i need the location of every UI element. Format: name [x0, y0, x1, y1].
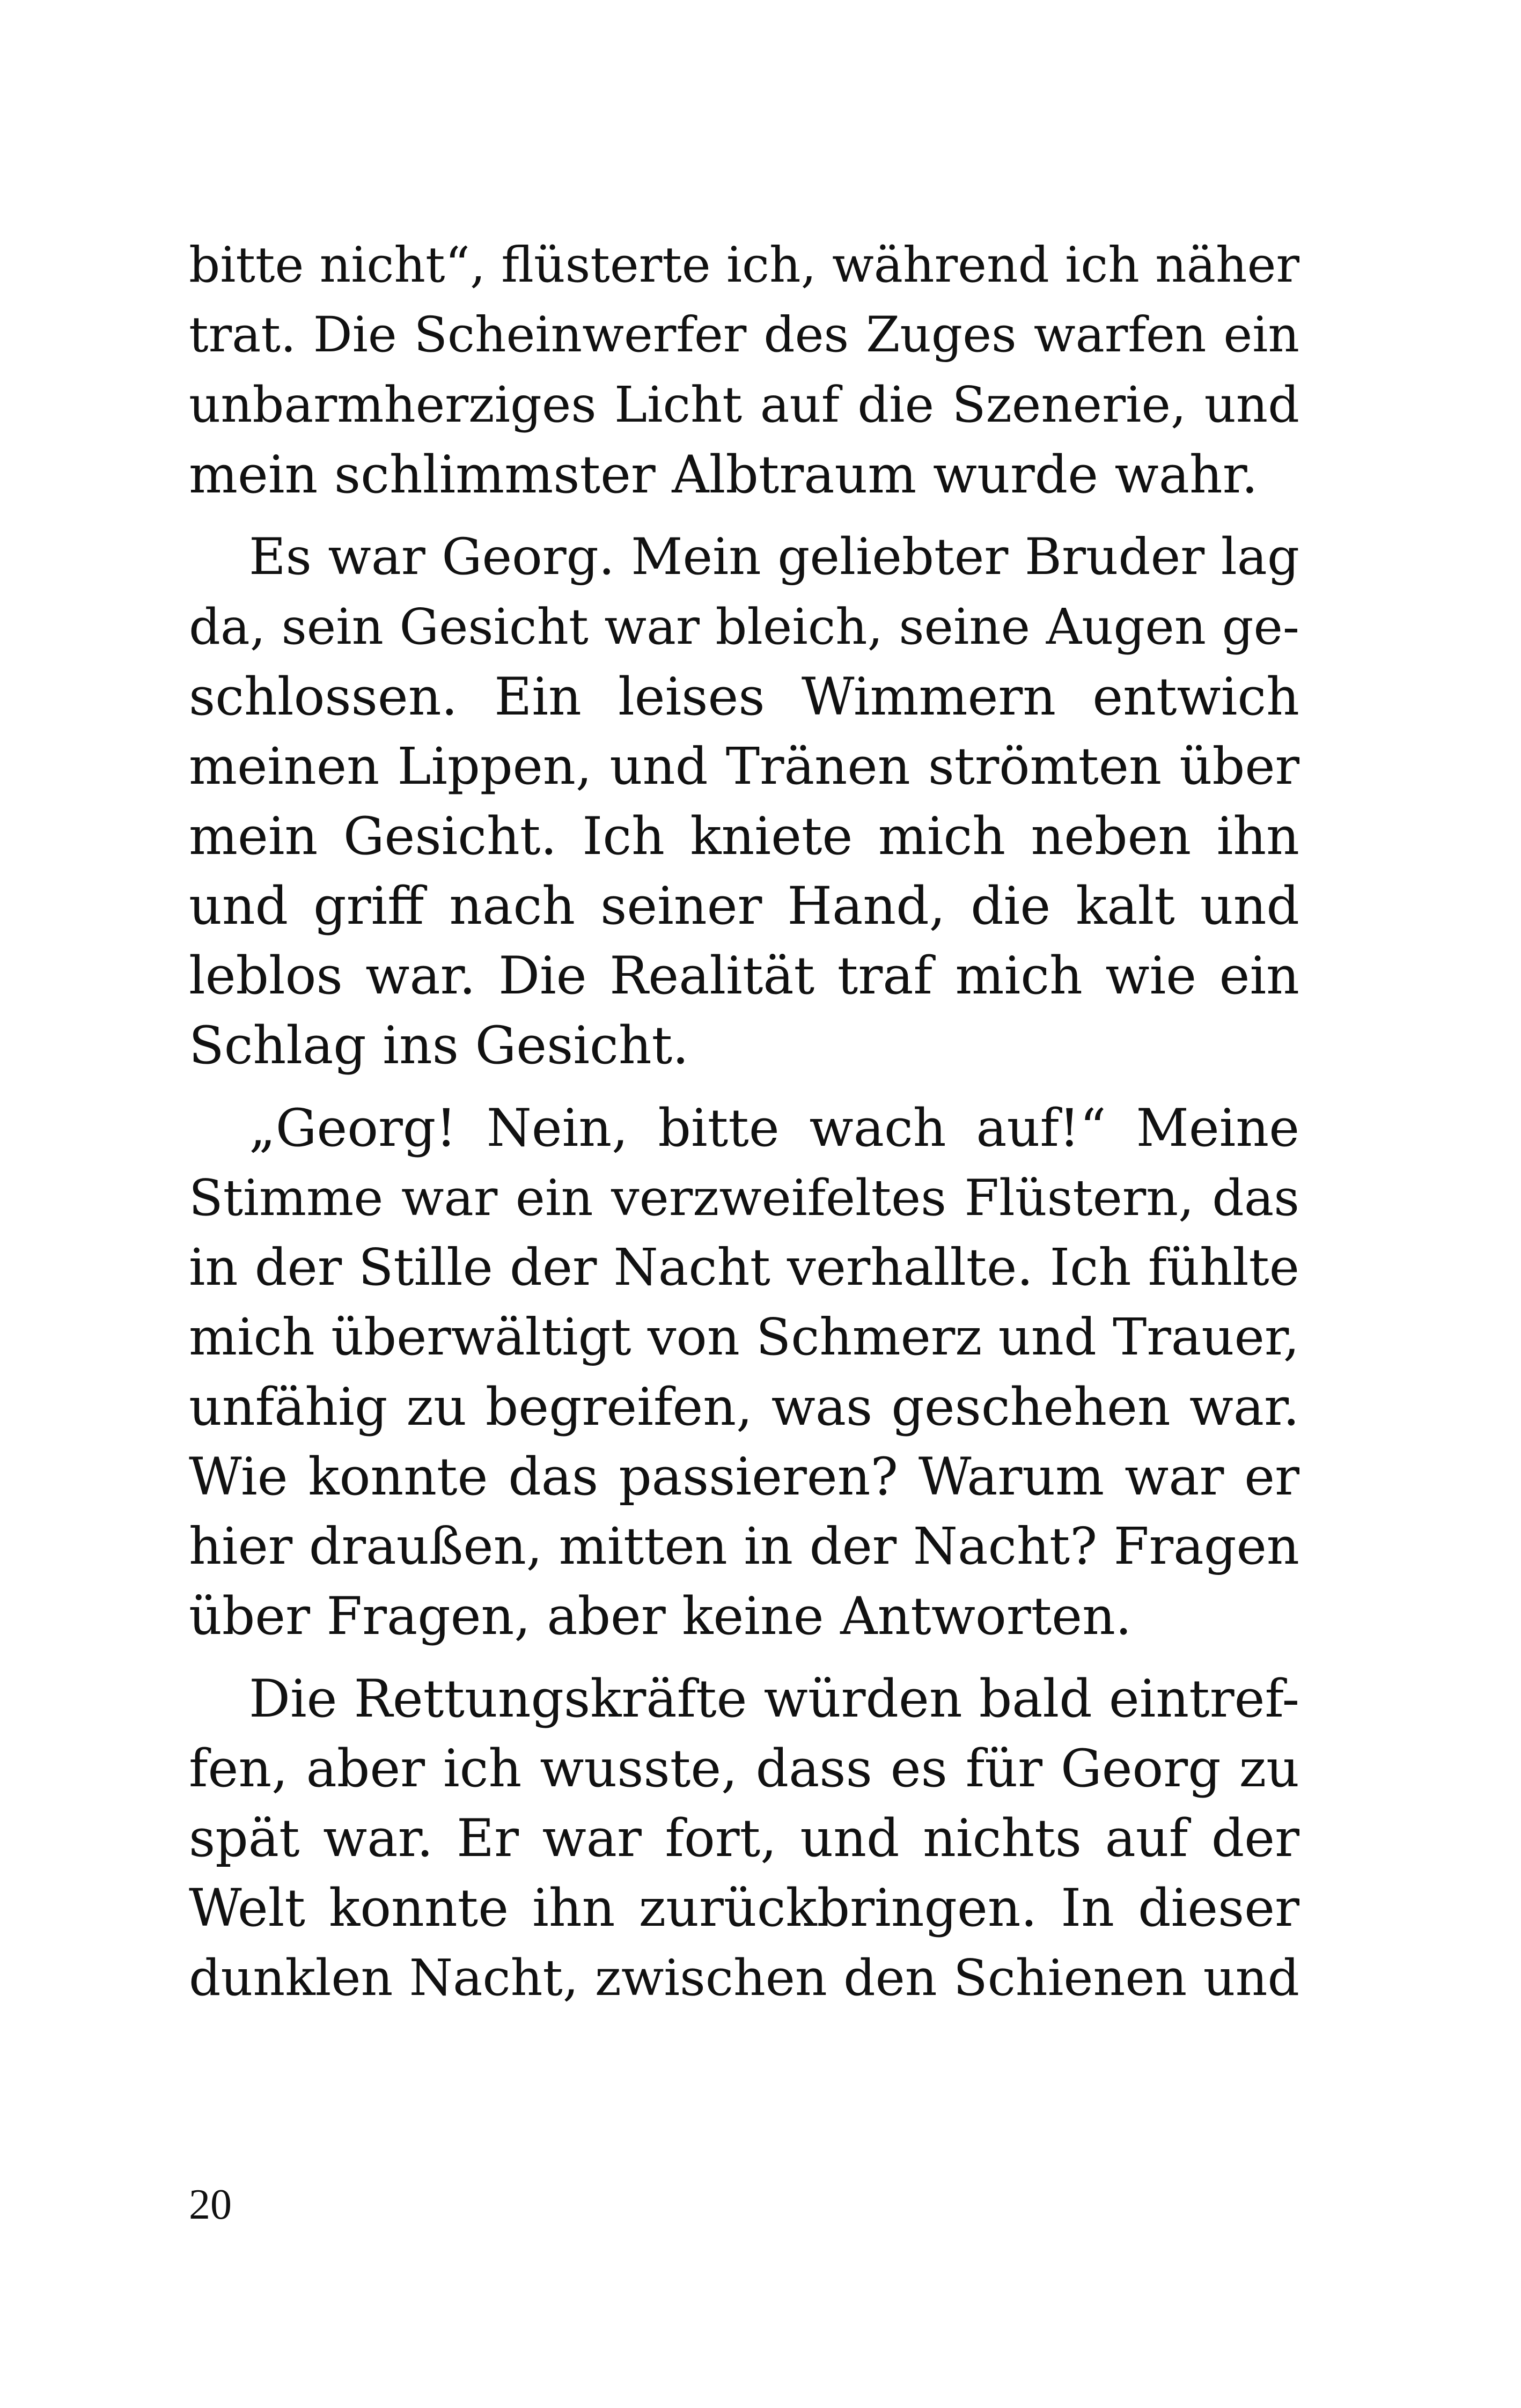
text-line: Welt konnte ihn zurückbringen. In dieser [189, 1878, 1299, 1938]
body-text [189, 231, 1299, 2026]
text-line: fen, aber ich wusste, dass es für Georg zu [189, 1739, 1299, 1799]
text-line: Stimme war ein verzweifeltes Flüstern, das [189, 1169, 1299, 1227]
text-line: hier draußen, mitten in der Nacht? Fragen [189, 1517, 1299, 1576]
text-line: in der Stille der Nacht verhallte. Ich fühlte [189, 1238, 1299, 1297]
paragraph [189, 522, 1299, 1080]
text-line: Es war Georg. Mein geliebter Bruder lag [249, 528, 1299, 586]
text-line: über Fragen, aber keine Antworten. [189, 1586, 1132, 1646]
text-line: meinen Lippen, und Tränen strömten über [189, 737, 1299, 796]
text-line: Die Rettungskräfte würden bald eintref- [249, 1669, 1299, 1729]
text-line: mein Gesicht. Ich kniete mich neben ihn [189, 806, 1299, 866]
text-line: und griff nach seiner Hand, die kalt und [189, 876, 1299, 936]
text-line: Schlag ins Gesicht. [189, 1015, 689, 1076]
text-line: spät war. Er war fort, und nichts auf der [189, 1808, 1299, 1868]
text-line: mich überwältigt von Schmerz und Trauer, [189, 1308, 1299, 1367]
text-line: unfähig zu begreifen, was geschehen war. [189, 1377, 1299, 1437]
text-line: bitte nicht“, flüsterte ich, während ich näher [189, 237, 1299, 293]
page-number: 20 [189, 2181, 232, 2228]
text-line: da, sein Gesicht war bleich, seine Augen ge- [189, 598, 1299, 656]
text-line: dunklen Nacht, zwischen den Schienen und [189, 1949, 1299, 2007]
text-line: leblos war. Die Realität traf mich wie ein [189, 946, 1299, 1006]
text-line: trat. Die Scheinwerfer des Zuges warfen ein [189, 307, 1299, 363]
paragraph [189, 1093, 1299, 1651]
text-line: schlossen. Ein leises Wimmern entwich [189, 667, 1299, 727]
text-line: mein schlimmster Albtraum wurde wahr. [189, 445, 1258, 505]
text-line: „Georg! Nein, bitte wach auf!“ Meine [249, 1098, 1299, 1158]
paragraph [189, 231, 1299, 510]
paragraph [189, 1664, 1299, 2013]
text-line: unbarmherziges Licht auf die Szenerie, und [189, 376, 1299, 433]
text-line: Wie konnte das passieren? Warum war er [189, 1447, 1299, 1507]
